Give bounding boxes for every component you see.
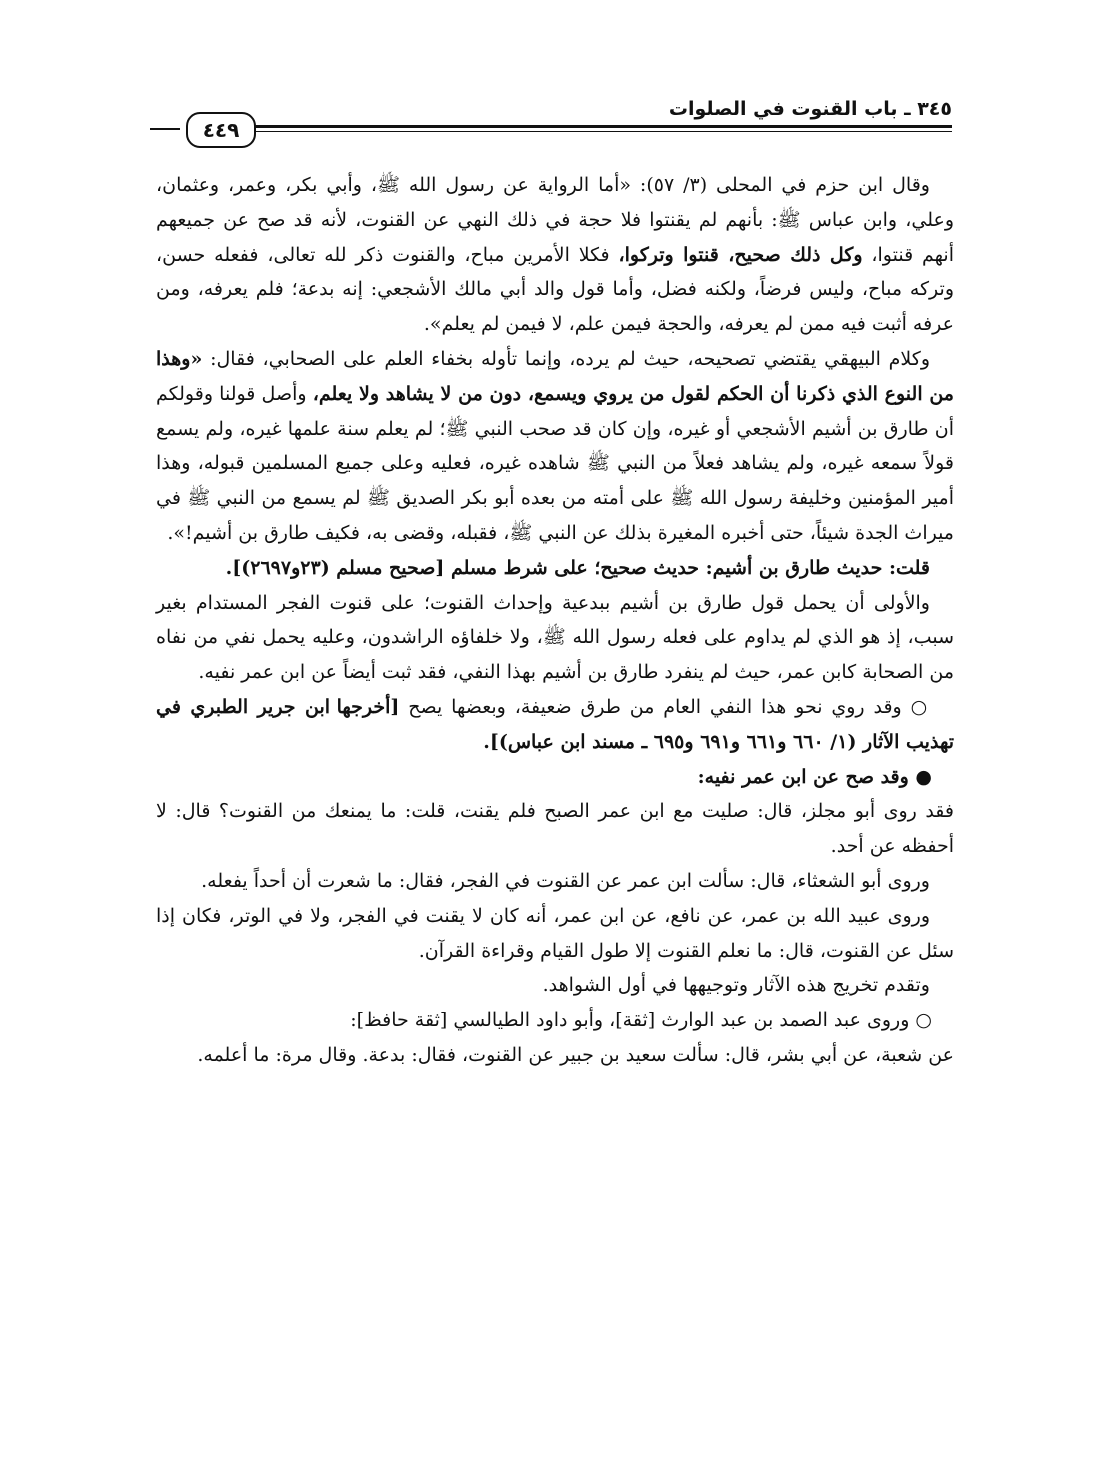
paragraph-shuba bbox=[156, 1038, 954, 1073]
paragraph-bold-text: قلت: حديث طارق بن أشيم: حديث صحيح؛ على شرط مسلم [صحيح مسلم (٢٣و٢٦٩٧)]. bbox=[225, 556, 930, 579]
paragraph-nafi bbox=[156, 899, 954, 969]
paragraph-heading-ibn-umar bbox=[156, 760, 954, 795]
paragraph-text: وكلام البيهقي يقتضي تصحيحه، حيث لم يرده، وإنما تأوله بخفاء العلم على الصحابي، فقال: bbox=[202, 347, 930, 370]
paragraph-weak-routes bbox=[156, 690, 954, 760]
header-rule-left bbox=[150, 128, 180, 130]
paragraph-text: ○ وقد روي نحو هذا النفي العام من طرق ضعيفة، وبعضها يصح bbox=[399, 695, 930, 718]
paragraph-text: وروى عبيد الله بن عمر، عن نافع، عن ابن عمر، أنه كان لا يقنت في الفجر، ولا في الوتر، فكان إذا سئل عن القنوت، قال: ما نعلم القنوت إلا طول القيام وقراءة القرآن. bbox=[156, 904, 954, 962]
paragraph-bold-text: ● وقد صح عن ابن عمر نفيه: bbox=[697, 765, 932, 788]
chapter-title: ٣٤٥ ـ باب القنوت في الصلوات bbox=[668, 98, 952, 120]
paragraph-abu-shatha bbox=[156, 864, 954, 899]
paragraph-text: والأولى أن يحمل قول طارق بن أشيم ببدعية وإحداث القنوت؛ على قنوت الفجر المستدام بغير سبب، إذ هو الذي لم يداوم على فعله رسول الله ﷺ، ولا خلفاؤه الراشدون، وعليه يحمل نفي من نفاه من الصحابة كابن عمر، حيث لم ينفرد طارق بن أشيم بهذا النفي، فقد ثبت أيضاً عن ابن عمر نفيه. bbox=[156, 591, 954, 684]
paragraph-abu-mijlaz bbox=[156, 794, 954, 864]
header-rule-thick bbox=[252, 125, 952, 128]
paragraph-bold-text: «وهذا من النوع الذي ذكرنا أن الحكم لقول من يروي ويسمع، دون من لا يشاهد ولا يعلم، bbox=[156, 347, 954, 405]
paragraph-text: فكلا الأمرين مباح، والقنوت ذكر لله تعالى، ففعله حسن، وتركه مباح، وليس فرضاً، ولكنه فضل، وأما قول والد أبي مالك الأشجعي: إنه بدعة؛ فلم يعرفه، ومن عرفه أثبت فيه ممن لم يعرفه، والحجة فيمن علم، لا فيمن لم يعلم». bbox=[156, 243, 954, 336]
paragraph-text: فقد روى أبو مجلز، قال: صليت مع ابن عمر الصبح فلم يقنت، قلت: ما يمنعك من القنوت؟ قال: لا أحفظه عن أحد. bbox=[156, 800, 954, 858]
paragraph-abdussamad bbox=[156, 1003, 954, 1038]
page-number: ٤٤٩ bbox=[186, 112, 256, 148]
paragraph-text: ○ وروى عبد الصمد بن عبد الوارث [ثقة]، وأبو داود الطيالسي [ثقة حافظ]: bbox=[350, 1009, 932, 1032]
paragraph-text: وتقدم تخريج هذه الآثار وتوجيهها في أول الشواهد. bbox=[542, 974, 930, 997]
paragraph-interpretation bbox=[156, 586, 954, 690]
page-header bbox=[150, 98, 952, 142]
paragraph-bayhaqi bbox=[156, 342, 954, 551]
header-rule-thin bbox=[252, 131, 952, 132]
paragraph-bold-text: [أخرجها ابن جرير الطبري في تهذيب الآثار (١/ ٦٦٠ و٦٦١ و٦٩١ و٦٩٥ ـ مسند ابن عباس)]. bbox=[156, 695, 954, 753]
paragraph-bold-text: وكل ذلك صحيح، قنتوا وتركوا، bbox=[618, 243, 863, 266]
page-body bbox=[156, 168, 954, 1073]
paragraph-text: وروى أبو الشعثاء، قال: سألت ابن عمر عن القنوت في الفجر، فقال: ما شعرت أن أحداً يفعله. bbox=[201, 869, 930, 892]
paragraph-text: عن شعبة، عن أبي بشر، قال: سألت سعيد بن جبير عن القنوت، فقال: بدعة. وقال مرة: ما أعلمه. bbox=[197, 1043, 954, 1066]
paragraph-text: وقال ابن حزم في المحلى (٣/ ٥٧): «أما الرواية عن رسول الله ﷺ، وأبي بكر، وعمر، وعثمان، وعلي، وابن عباس ﷺ: بأنهم لم يقنتوا فلا حجة في ذلك النهي عن القنوت، لأنه قد صح عن جميعهم أنهم قنتوا، bbox=[156, 174, 954, 266]
paragraph-text: وأصل قولنا وقولكم أن طارق بن أشيم الأشجعي أو غيره، وإن كان قد صحب النبي ﷺ؛ لم يعلم سنة علمها غيره، ولم يسمع قولاً سمعه غيره، ولم يشاهد فعلاً من النبي ﷺ شاهده غيره، فعليه وعلى جميع المسلمين قبوله، وهذا أمير المؤمنين وخليفة رسول الله ﷺ على أمته من بعده أبو بكر الصديق ﷺ لم يسمع من النبي ﷺ في ميراث الجدة شيئاً، حتى أخبره المغيرة بذلك عن النبي ﷺ، فقبله، وقضى به، فكيف طارق بن أشيم!». bbox=[156, 382, 954, 544]
paragraph-ibn-hazm bbox=[156, 168, 954, 342]
paragraph-takhrij-note bbox=[156, 968, 954, 1003]
paragraph-verdict bbox=[156, 551, 954, 586]
